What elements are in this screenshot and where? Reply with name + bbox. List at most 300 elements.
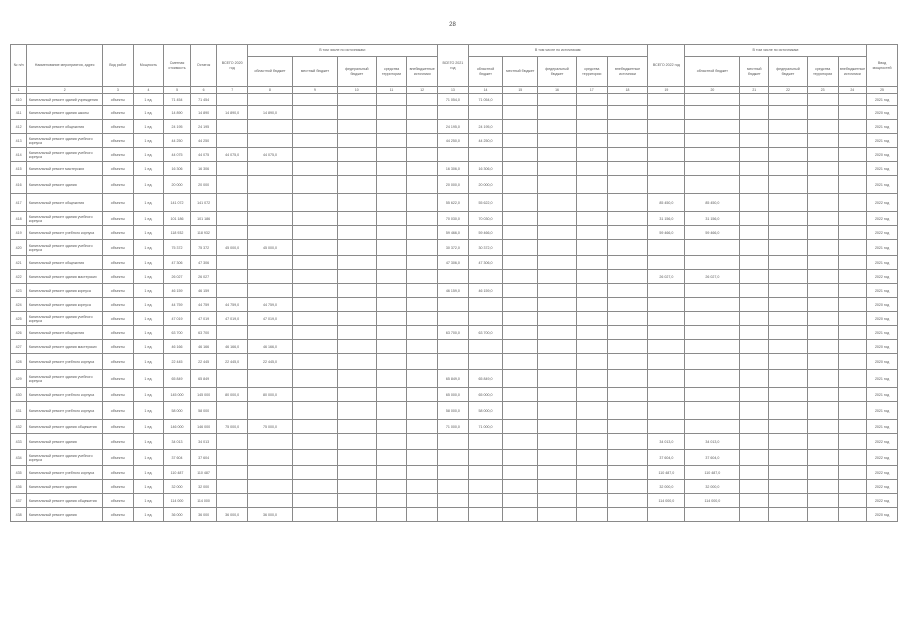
cell-empty [838, 340, 867, 354]
budget-table [10, 44, 898, 522]
table-row [11, 388, 898, 402]
cell-empty [407, 176, 438, 194]
cell-empty [576, 466, 607, 480]
header-mest-2022: местный бюджет [740, 57, 769, 87]
cell-cap: 1 ед. [133, 106, 164, 120]
cell-t20 [217, 284, 248, 298]
column-number: 12 [407, 87, 438, 94]
cell-name: Капитальный ремонт учебного корпуса [27, 354, 103, 370]
cell-t22 [648, 148, 685, 162]
cell-cap: 1 ед. [133, 466, 164, 480]
cell-empty [503, 370, 538, 388]
table-row [11, 508, 898, 522]
cell-empty [503, 284, 538, 298]
cell-t21: 71 000,0 [438, 420, 469, 434]
column-number: 9 [292, 87, 337, 94]
cell-m20 [292, 270, 337, 284]
cell-empty [807, 370, 838, 388]
table-row [11, 480, 898, 494]
cell-t21 [438, 480, 469, 494]
cell-type: объекты [102, 94, 133, 106]
cell-empty [807, 354, 838, 370]
cell-cost: 146 000 [164, 420, 191, 434]
cell-rem: 44 075 [190, 148, 217, 162]
cell-t21: 65 849,0 [438, 370, 469, 388]
cell-empty [769, 240, 808, 256]
cell-empty [607, 340, 648, 354]
cell-empty [576, 508, 607, 522]
cell-cost: 44 759 [164, 298, 191, 312]
cell-empty [407, 312, 438, 326]
cell-empty [407, 508, 438, 522]
cell-empty [740, 370, 769, 388]
cell-cap: 1 ед. [133, 340, 164, 354]
cell-t22 [648, 402, 685, 420]
cell-t21: 44 250,0 [438, 134, 469, 148]
cell-empty [576, 176, 607, 194]
column-number: 22 [769, 87, 808, 94]
column-number: 25 [867, 87, 898, 94]
cell-rem: 145 000 [190, 388, 217, 402]
cell-no: 422 [11, 270, 27, 284]
cell-empty [740, 402, 769, 420]
cell-o21: 70 030,0 [468, 212, 503, 226]
cell-term: 2020 год [867, 148, 898, 162]
cell-empty [576, 370, 607, 388]
cell-empty [769, 194, 808, 212]
cell-t21: 16 306,0 [438, 162, 469, 176]
cell-empty [607, 94, 648, 106]
cell-rem: 32 000 [190, 480, 217, 494]
cell-empty [740, 106, 769, 120]
cell-empty [769, 466, 808, 480]
cell-empty [376, 480, 407, 494]
cell-type: объекты [102, 508, 133, 522]
cell-empty [607, 298, 648, 312]
cell-t21: 20 000,0 [438, 176, 469, 194]
cell-empty [376, 434, 407, 450]
cell-cost: 26 027 [164, 270, 191, 284]
cell-no: 435 [11, 466, 27, 480]
table-row [11, 226, 898, 240]
cell-empty [376, 162, 407, 176]
cell-empty [538, 106, 577, 120]
cell-name: Капитальный ремонт зданий учреждения [27, 94, 103, 106]
cell-empty [503, 240, 538, 256]
cell-o21 [468, 508, 503, 522]
cell-empty [503, 434, 538, 450]
cell-t20 [217, 162, 248, 176]
cell-t22 [648, 326, 685, 340]
table-row [11, 194, 898, 212]
cell-empty [740, 450, 769, 466]
cell-empty [607, 388, 648, 402]
column-number: 4 [133, 87, 164, 94]
cell-empty [807, 466, 838, 480]
cell-m20 [292, 298, 337, 312]
cell-o22: 37 604,0 [685, 450, 740, 466]
cell-empty [538, 148, 577, 162]
cell-o20 [248, 94, 293, 106]
cell-empty [407, 370, 438, 388]
cell-cap: 1 ед. [133, 450, 164, 466]
cell-t20: 46 166,0 [217, 340, 248, 354]
cell-empty [503, 176, 538, 194]
cell-o20: 22 445,0 [248, 354, 293, 370]
cell-o21: 30 372,0 [468, 240, 503, 256]
cell-empty [376, 284, 407, 298]
cell-term: 2022 год [867, 226, 898, 240]
cell-empty [407, 298, 438, 312]
cell-empty [838, 226, 867, 240]
cell-t22: 31 156,0 [648, 212, 685, 226]
cell-t21: 65 000,0 [438, 388, 469, 402]
cell-t22: 110 487,0 [648, 466, 685, 480]
cell-name: Капитальный ремонт здания учебного корпуса [27, 148, 103, 162]
cell-no: 433 [11, 434, 27, 450]
column-number: 20 [685, 87, 740, 94]
cell-empty [769, 148, 808, 162]
cell-t20: 22 445,0 [217, 354, 248, 370]
cell-t22 [648, 370, 685, 388]
cell-t20 [217, 270, 248, 284]
column-number: 18 [607, 87, 648, 94]
cell-t22: 37 604,0 [648, 450, 685, 466]
cell-empty [607, 120, 648, 134]
cell-empty [503, 134, 538, 148]
column-number: 14 [468, 87, 503, 94]
cell-t20: 36 000,0 [217, 508, 248, 522]
cell-empty [807, 434, 838, 450]
table-row [11, 284, 898, 298]
table-row [11, 148, 898, 162]
cell-empty [376, 148, 407, 162]
cell-m20 [292, 194, 337, 212]
cell-cost: 20 000 [164, 176, 191, 194]
cell-empty [807, 388, 838, 402]
header-obl-2020: областной бюджет [248, 57, 293, 87]
cell-t20 [217, 466, 248, 480]
cell-rem: 101 186 [190, 212, 217, 226]
header-type: Вид работ [102, 45, 133, 87]
cell-o20 [248, 270, 293, 284]
cell-o21: 71 054,0 [468, 94, 503, 106]
cell-o20: 44 759,0 [248, 298, 293, 312]
cell-empty [769, 326, 808, 340]
cell-o20 [248, 162, 293, 176]
cell-empty [337, 270, 376, 284]
cell-type: объекты [102, 466, 133, 480]
cell-empty [407, 270, 438, 284]
cell-rem: 146 000 [190, 420, 217, 434]
cell-type: объекты [102, 388, 133, 402]
cell-o21 [468, 340, 503, 354]
cell-empty [376, 194, 407, 212]
cell-o20 [248, 450, 293, 466]
cell-term: 2021 год [867, 162, 898, 176]
cell-name: Капитальный ремонт общежития [27, 326, 103, 340]
cell-empty [838, 162, 867, 176]
cell-empty [769, 420, 808, 434]
cell-empty [503, 106, 538, 120]
cell-empty [807, 420, 838, 434]
cell-empty [407, 326, 438, 340]
cell-term: 2022 год [867, 450, 898, 466]
cell-empty [376, 94, 407, 106]
cell-rem: 24 195 [190, 120, 217, 134]
column-number: 19 [648, 87, 685, 94]
cell-o20 [248, 434, 293, 450]
cell-type: объекты [102, 340, 133, 354]
cell-rem: 20 000 [190, 176, 217, 194]
cell-name: Капитальный ремонт здания учебного корпуса [27, 212, 103, 226]
cell-rem: 58 000 [190, 402, 217, 420]
cell-o20 [248, 176, 293, 194]
cell-rem: 65 849 [190, 370, 217, 388]
cell-empty [538, 162, 577, 176]
cell-empty [769, 434, 808, 450]
cell-term: 2020 год [867, 298, 898, 312]
table-row [11, 298, 898, 312]
header-vnebud-2022: внебюджетные источники [838, 57, 867, 87]
cell-type: объекты [102, 194, 133, 212]
cell-rem: 14 890 [190, 106, 217, 120]
cell-cap: 1 ед. [133, 508, 164, 522]
cell-t22 [648, 388, 685, 402]
cell-cost: 46 166 [164, 340, 191, 354]
cell-o21: 65 849,0 [468, 370, 503, 388]
cell-empty [576, 120, 607, 134]
cell-o22 [685, 120, 740, 134]
cell-name: Капитальный ремонт здания учебного корпуса [27, 450, 103, 466]
cell-empty [576, 388, 607, 402]
cell-o21: 63 700,0 [468, 326, 503, 340]
cell-empty [376, 494, 407, 508]
cell-t21: 63 700,0 [438, 326, 469, 340]
cell-empty [576, 326, 607, 340]
cell-empty [838, 450, 867, 466]
cell-o22: 114 000,0 [685, 494, 740, 508]
header-fed-2020: федеральный бюджет [337, 57, 376, 87]
cell-empty [807, 194, 838, 212]
cell-o22 [685, 106, 740, 120]
cell-empty [337, 284, 376, 298]
cell-empty [838, 370, 867, 388]
column-number: 7 [217, 87, 248, 94]
cell-t21 [438, 434, 469, 450]
cell-m20 [292, 162, 337, 176]
cell-cost: 58 000 [164, 402, 191, 420]
cell-t21 [438, 466, 469, 480]
cell-t20 [217, 120, 248, 134]
cell-empty [337, 370, 376, 388]
cell-cost: 16 306 [164, 162, 191, 176]
cell-empty [607, 450, 648, 466]
cell-empty [838, 298, 867, 312]
cell-type: объекты [102, 162, 133, 176]
cell-cost: 47 306 [164, 256, 191, 270]
cell-empty [807, 340, 838, 354]
cell-type: объекты [102, 226, 133, 240]
cell-empty [337, 420, 376, 434]
cell-o21 [468, 434, 503, 450]
cell-type: объекты [102, 212, 133, 226]
cell-name: Капитальный ремонт здания учебного корпуса [27, 134, 103, 148]
cell-empty [607, 148, 648, 162]
cell-cost: 37 604 [164, 450, 191, 466]
cell-empty [607, 226, 648, 240]
column-number: 5 [164, 87, 191, 94]
column-number: 3 [102, 87, 133, 94]
cell-empty [838, 106, 867, 120]
cell-empty [607, 326, 648, 340]
cell-empty [376, 298, 407, 312]
cell-no: 428 [11, 354, 27, 370]
header-vnebud-2021: внебюджетные источники [607, 57, 648, 87]
cell-type: объекты [102, 420, 133, 434]
column-number: 17 [576, 87, 607, 94]
cell-empty [769, 94, 808, 106]
cell-term: 2021 год [867, 94, 898, 106]
cell-empty [607, 354, 648, 370]
cell-empty [807, 480, 838, 494]
cell-t20 [217, 194, 248, 212]
cell-empty [838, 194, 867, 212]
cell-cap: 1 ед. [133, 176, 164, 194]
cell-cost: 22 445 [164, 354, 191, 370]
cell-empty [576, 354, 607, 370]
cell-empty [337, 226, 376, 240]
header-obl-2022: областной бюджет [685, 57, 740, 87]
cell-rem: 44 250 [190, 134, 217, 148]
cell-o20 [248, 402, 293, 420]
column-number: 2 [27, 87, 103, 94]
cell-empty [337, 298, 376, 312]
cell-empty [407, 240, 438, 256]
cell-empty [337, 212, 376, 226]
cell-empty [337, 480, 376, 494]
cell-empty [407, 420, 438, 434]
cell-t20: 44 759,0 [217, 298, 248, 312]
cell-term: 2022 год [867, 434, 898, 450]
cell-t21 [438, 508, 469, 522]
cell-cap: 1 ед. [133, 284, 164, 298]
cell-t20 [217, 402, 248, 420]
cell-empty [576, 212, 607, 226]
cell-empty [607, 370, 648, 388]
cell-t21: 70 030,0 [438, 212, 469, 226]
cell-t20 [217, 134, 248, 148]
cell-empty [538, 212, 577, 226]
cell-empty [376, 226, 407, 240]
cell-empty [407, 194, 438, 212]
cell-empty [838, 148, 867, 162]
cell-empty [538, 340, 577, 354]
cell-t21: 71 054,0 [438, 94, 469, 106]
cell-empty [576, 94, 607, 106]
cell-no: 411 [11, 106, 27, 120]
header-obl-2021: областной бюджет [468, 57, 503, 87]
cell-term: 2021 год [867, 120, 898, 134]
cell-type: объекты [102, 176, 133, 194]
cell-rem: 114 000 [190, 494, 217, 508]
cell-t20: 80 000,0 [217, 388, 248, 402]
cell-type: объекты [102, 284, 133, 298]
column-number: 24 [838, 87, 867, 94]
cell-empty [503, 120, 538, 134]
cell-o21: 65 000,0 [468, 388, 503, 402]
cell-empty [576, 240, 607, 256]
cell-empty [740, 148, 769, 162]
cell-t21: 46 159,0 [438, 284, 469, 298]
cell-empty [503, 402, 538, 420]
cell-o20 [248, 480, 293, 494]
table-row [11, 354, 898, 370]
cell-empty [769, 312, 808, 326]
cell-empty [838, 402, 867, 420]
cell-term: 2022 год [867, 466, 898, 480]
cell-t21 [438, 148, 469, 162]
cell-empty [376, 466, 407, 480]
cell-m20 [292, 434, 337, 450]
cell-empty [337, 450, 376, 466]
cell-t20 [217, 176, 248, 194]
cell-empty [538, 466, 577, 480]
cell-name: Капитальный ремонт здания [27, 508, 103, 522]
cell-t20 [217, 480, 248, 494]
column-number: 10 [337, 87, 376, 94]
header-fed-2022: федеральный бюджет [769, 57, 808, 87]
cell-empty [769, 270, 808, 284]
cell-no: 426 [11, 326, 27, 340]
cell-no: 421 [11, 256, 27, 270]
cell-empty [538, 494, 577, 508]
cell-empty [740, 240, 769, 256]
cell-m20 [292, 508, 337, 522]
cell-t21 [438, 354, 469, 370]
cell-cap: 1 ед. [133, 434, 164, 450]
cell-o21 [468, 480, 503, 494]
cell-term: 2021 год [867, 402, 898, 420]
cell-empty [576, 106, 607, 120]
cell-empty [538, 354, 577, 370]
cell-empty [503, 508, 538, 522]
cell-rem: 46 166 [190, 340, 217, 354]
cell-type: объекты [102, 370, 133, 388]
cell-empty [607, 212, 648, 226]
header-capacity: Мощность [133, 45, 164, 87]
cell-type: объекты [102, 494, 133, 508]
cell-o22 [685, 370, 740, 388]
column-number-row [11, 87, 898, 94]
cell-type: объекты [102, 120, 133, 134]
cell-o21: 59 466,0 [468, 226, 503, 240]
cell-empty [607, 434, 648, 450]
cell-empty [769, 176, 808, 194]
column-number: 6 [190, 87, 217, 94]
cell-name: Капитальный ремонт учебного корпуса [27, 388, 103, 402]
cell-cap: 1 ед. [133, 388, 164, 402]
table-body [11, 94, 898, 522]
cell-empty [376, 134, 407, 148]
cell-empty [407, 120, 438, 134]
cell-empty [740, 354, 769, 370]
cell-empty [576, 480, 607, 494]
cell-o20 [248, 256, 293, 270]
cell-o21: 58 000,0 [468, 402, 503, 420]
header-group-2020: В том числе по источникам: [248, 45, 438, 57]
cell-m20 [292, 466, 337, 480]
